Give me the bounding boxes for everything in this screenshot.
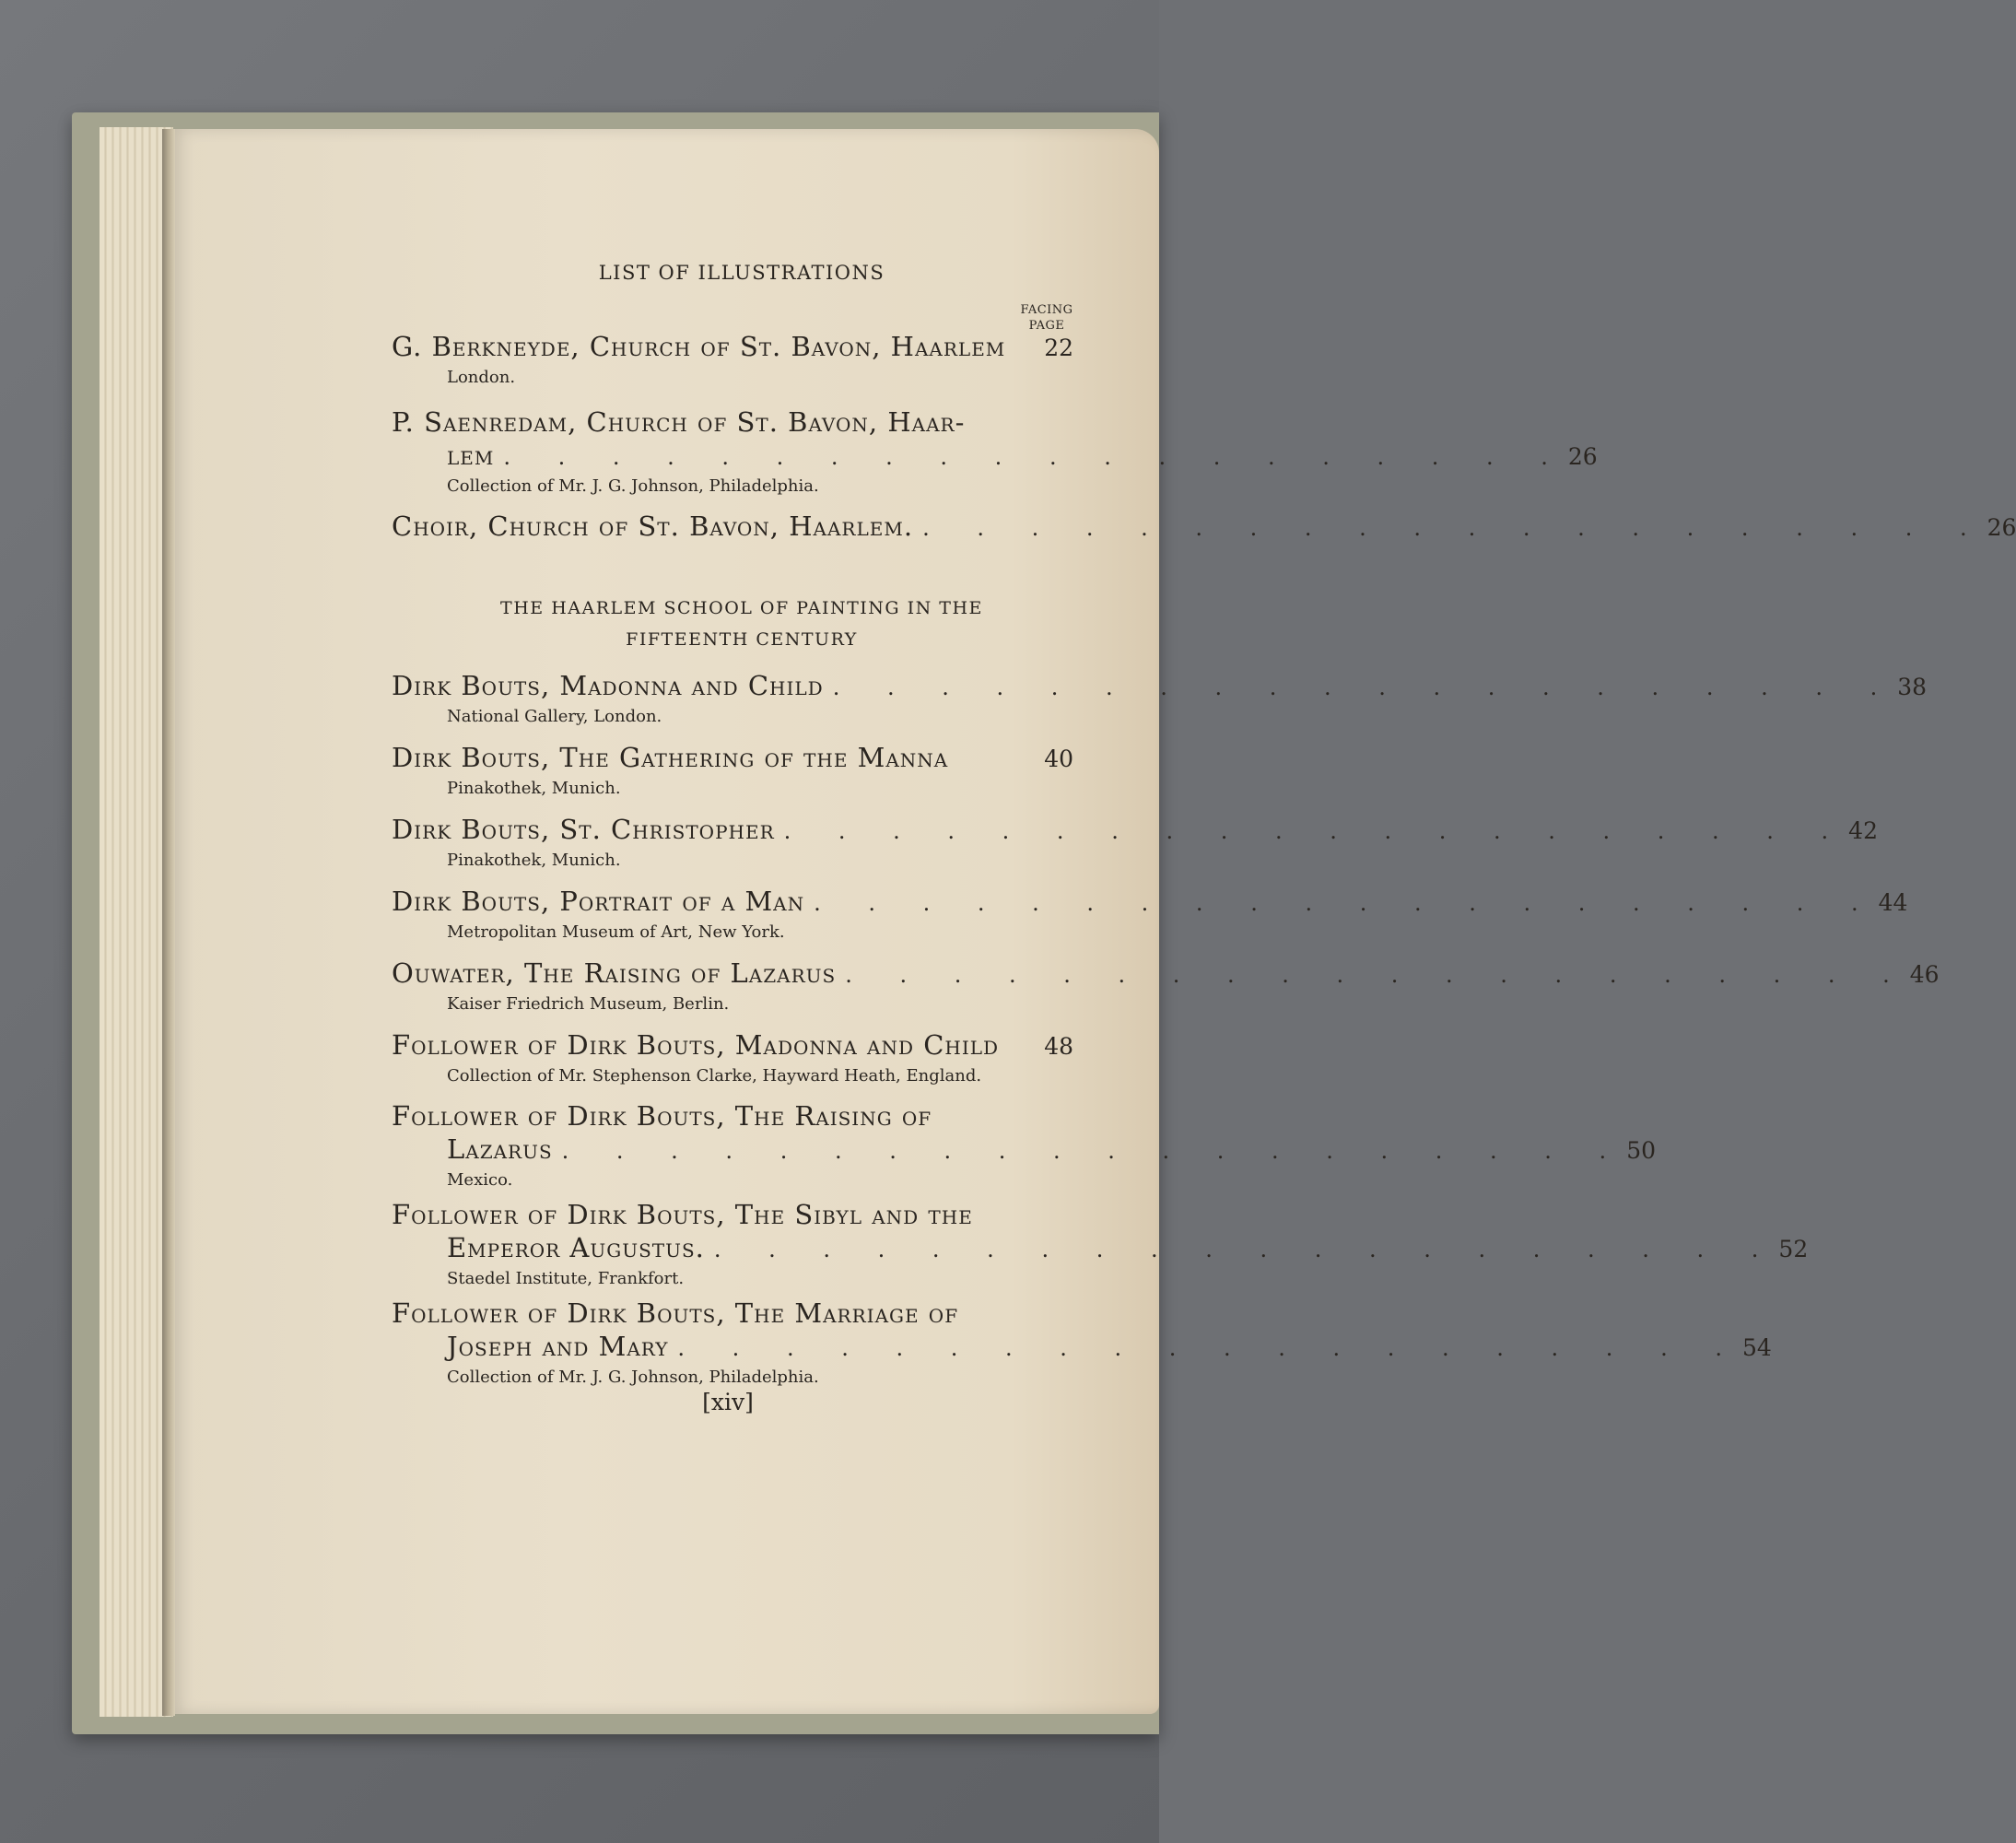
entry-page-number: 50 <box>1626 1137 1656 1164</box>
dot-leader: . . . . . . . . . . . . . . . . . . . . <box>922 515 1987 541</box>
entry-location: Collection of Mr. Stephenson Clarke, Hayward Heath, England. <box>447 1066 982 1086</box>
dot-leader: . . . . . . . . . . . . . . . . . . . . <box>561 1138 1627 1164</box>
illustration-entry <box>392 669 1928 730</box>
entry-title-line <box>392 405 1073 439</box>
section-heading-line-2: FIFTEENTH CENTURY <box>626 629 858 650</box>
entry-title-part-2: Joseph and Mary <box>447 1331 669 1362</box>
illustration-entry <box>392 741 1073 802</box>
facing-label-line-2: PAGE <box>1028 319 1065 333</box>
dot-leader: . . . . . . . . . . . . . . . . . . . . <box>814 890 1879 916</box>
entry-location: Pinakothek, Munich. <box>447 779 621 798</box>
entry-title-line <box>392 510 2016 545</box>
dot-leader: . . . . . . . . . . . . . . . . . . . . <box>832 675 1898 700</box>
dot-leader: . . . . . . . . . . . . . . . . . . . . <box>783 818 1849 844</box>
entry-title: Follower of Dirk Bouts, Madonna and Child <box>392 1029 1000 1061</box>
entry-title-continuation <box>392 1231 1809 1266</box>
illustration-entry <box>392 957 1940 1017</box>
entry-location: Collection of Mr. J. G. Johnson, Philadelphia. <box>447 476 819 496</box>
entry-location: Staedel Institute, Frankfort. <box>447 1269 685 1288</box>
entry-title: Choir, Church of St. Bavon, Haarlem. <box>392 511 914 542</box>
entry-title: Dirk Bouts, The Gathering of the Manna <box>392 742 949 773</box>
entry-title-line <box>392 1297 1073 1330</box>
entry-page-number: 22 <box>1044 335 1073 361</box>
entry-page-number: 42 <box>1848 817 1878 844</box>
illustration-entry <box>392 330 1073 391</box>
dot-leader: . . . . . . . . . . . . . . . . . . . . <box>713 1237 1779 1262</box>
illustration-entry <box>392 813 1878 874</box>
entry-page-number: 54 <box>1741 1334 1772 1361</box>
dot-leader: . . . . . . . . . . . . . . . . . . . . <box>677 1335 1742 1361</box>
entry-location: Collection of Mr. J. G. Johnson, Philadelphia. <box>447 1368 819 1387</box>
entry-title-continuation <box>392 1330 1772 1365</box>
page-folio: [xiv] <box>702 1389 754 1415</box>
facing-label-line-1: FACING <box>1020 303 1073 317</box>
illustration-entry <box>392 885 1908 945</box>
section-heading-line-1: THE HAARLEM SCHOOL OF PAINTING IN THE <box>500 598 983 618</box>
entry-title-line <box>392 1198 1073 1231</box>
entry-title: G. Berkneyde, Church of St. Bavon, Haarlem <box>392 331 1006 362</box>
entry-location: National Gallery, London. <box>447 707 662 726</box>
entry-title: Follower of Dirk Bouts, The Marriage of <box>392 1297 959 1329</box>
entry-title-continuation <box>392 439 1598 474</box>
entry-title-line <box>392 813 1878 848</box>
entry-title-continuation <box>392 1133 1656 1168</box>
entry-location: Pinakothek, Munich. <box>447 851 621 870</box>
illustration-entry <box>392 1099 1656 1193</box>
entry-title: Follower of Dirk Bouts, The Sibyl and the <box>392 1199 973 1230</box>
illustration-entry <box>392 510 2016 545</box>
entry-location: Mexico. <box>447 1170 513 1190</box>
illustration-entry <box>392 1028 1073 1089</box>
dot-leader: . . . . . . . . . . . . . . . . . . . . <box>845 962 1910 988</box>
entry-page-number: 38 <box>1897 674 1928 700</box>
entry-page-number: 26 <box>1987 514 2016 541</box>
entry-page-number: 44 <box>1878 889 1908 916</box>
entry-page-number: 40 <box>1044 745 1073 772</box>
entry-title-line <box>392 330 1073 365</box>
page-header: LIST OF ILLUSTRATIONS <box>598 262 885 284</box>
entry-location: Kaiser Friedrich Museum, Berlin. <box>447 994 730 1014</box>
entry-title-line <box>392 1028 1073 1063</box>
entry-title: Dirk Bouts, Madonna and Child <box>392 670 824 701</box>
entry-title: Dirk Bouts, St. Christopher <box>392 814 775 845</box>
entry-location: Metropolitan Museum of Art, New York. <box>447 922 785 942</box>
illustration-entry <box>392 1297 1772 1391</box>
entry-page-number: 48 <box>1044 1033 1073 1060</box>
entry-title: P. Saenredam, Church of St. Bavon, Haar- <box>392 406 966 438</box>
entry-location: London. <box>447 368 516 387</box>
entry-title-line <box>392 669 1928 704</box>
entry-page-number: 46 <box>1909 961 1940 988</box>
facing-page-label <box>1014 302 1080 334</box>
dot-leader: . . . . . . . . . . . . . . . . . . . . <box>503 444 1568 470</box>
entry-page-number: 26 <box>1567 443 1598 470</box>
entry-title: Follower of Dirk Bouts, The Raising of <box>392 1100 932 1132</box>
entry-title-part-2: Lazarus <box>447 1133 553 1165</box>
entry-title-part-2: lem <box>447 440 495 471</box>
illustration-entry <box>392 405 1598 499</box>
entry-page-number: 52 <box>1778 1236 1809 1262</box>
entry-title-line <box>392 957 1940 992</box>
entry-title: Ouwater, The Raising of Lazarus <box>392 957 837 989</box>
entry-title-part-2: Emperor Augustus. <box>447 1232 705 1263</box>
entry-title-line <box>392 1099 1073 1133</box>
entry-title-line <box>392 885 1908 920</box>
entry-title: Dirk Bouts, Portrait of a Man <box>392 886 805 917</box>
section-heading <box>470 593 1014 655</box>
entry-title-line <box>392 741 1073 776</box>
illustration-entry <box>392 1198 1809 1292</box>
